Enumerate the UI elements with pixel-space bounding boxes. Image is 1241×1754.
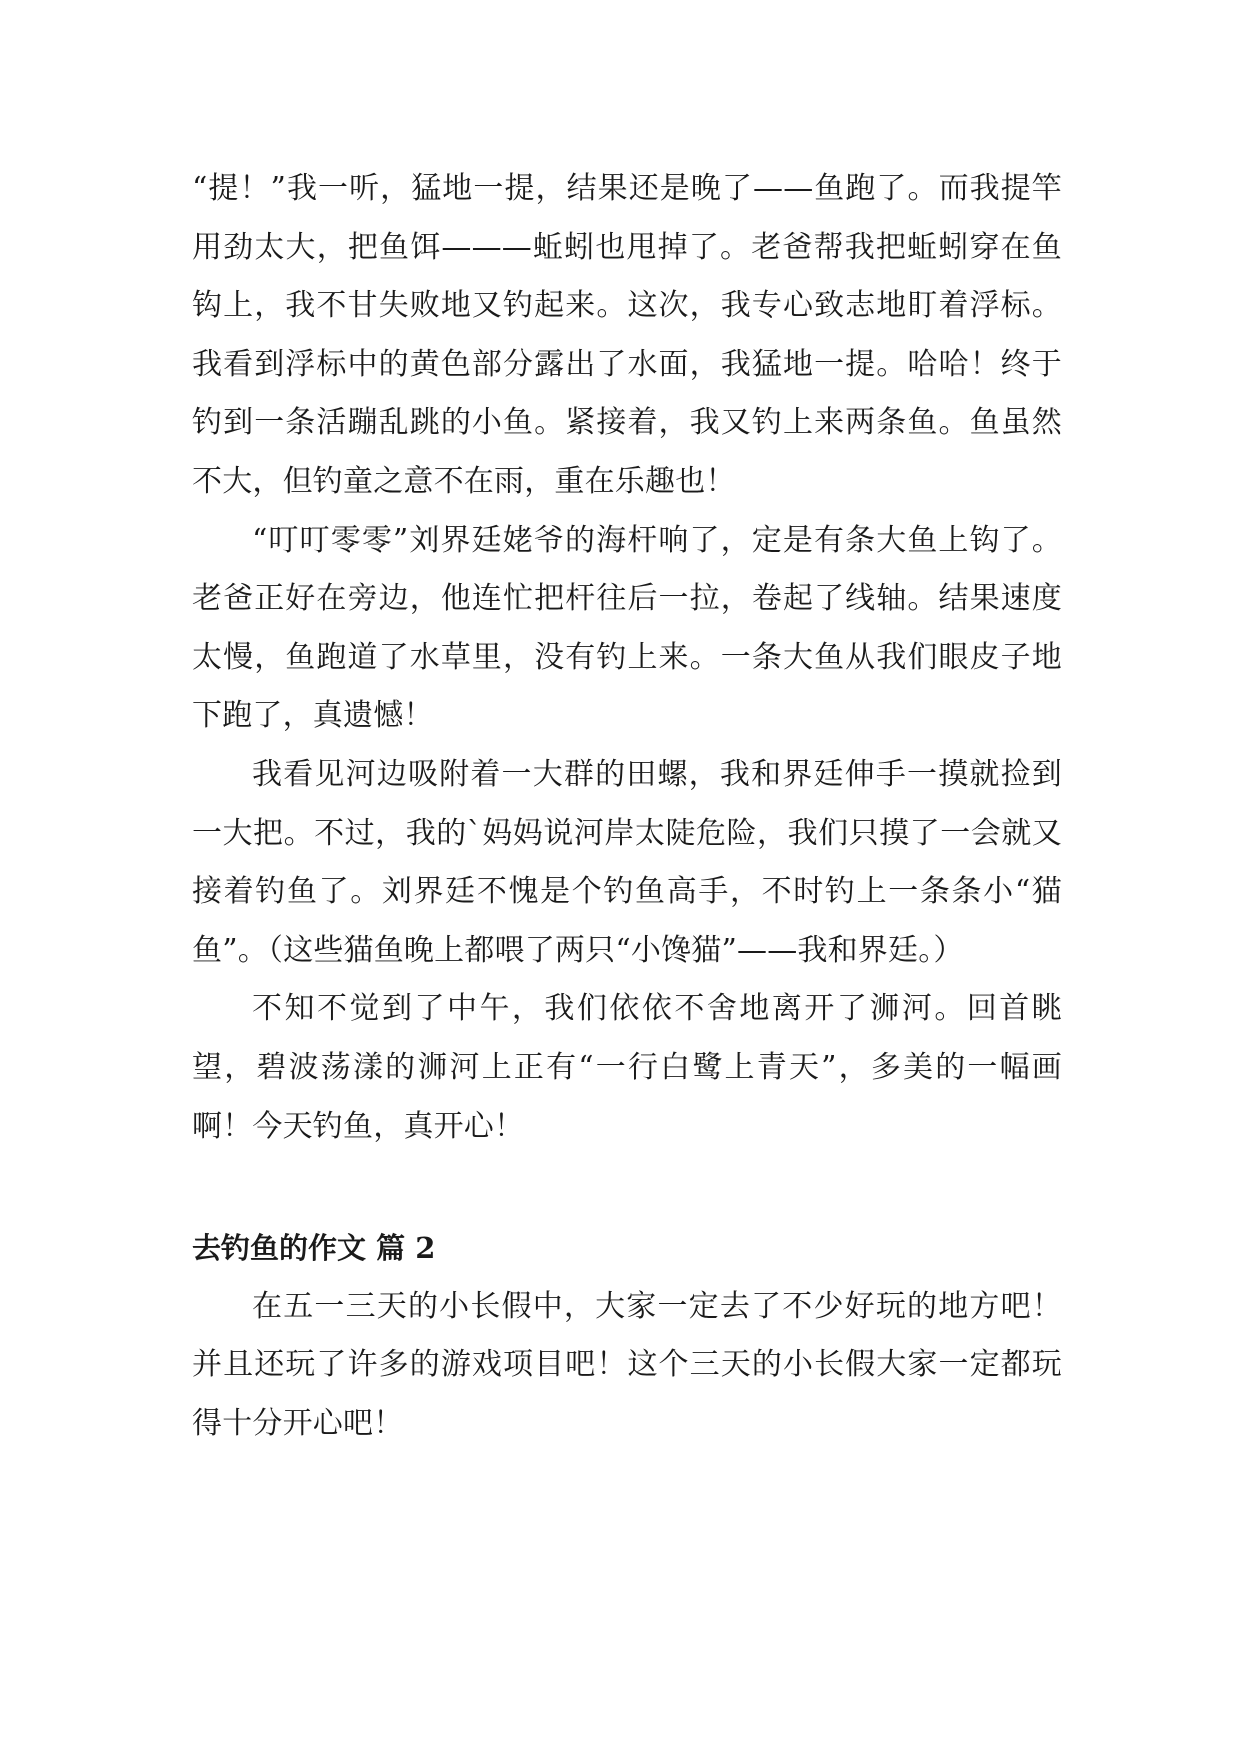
paragraph-may-day-holiday: 在五一三天的小长假中，大家一定去了不少好玩的地方吧！并且还玩了许多的游戏项目吧！这个三天的小长假大家一定都玩得十分开心吧！	[192, 1288, 1062, 1441]
paragraph-big-fish-escaped: “叮叮零零”刘界廷姥爷的海杆响了，定是有条大鱼上钩了。老爸正好在旁边，他连忙把杆往后一拉，卷起了线轴。结果速度太慢，鱼跑道了水草里，没有钓上来。一条大鱼从我们眼皮子地下跑了，真遗憾！	[192, 522, 1062, 734]
paragraph-leaving-river: 不知不觉到了中午，我们依依不舍地离开了浉河。回首眺望，碧波荡漾的浉河上正有“一行白鹭上青天”，多美的一幅画啊！今天钓鱼，真开心！	[192, 991, 1062, 1144]
paragraph-fishing-catch: “提！”我一听，猛地一提，结果还是晚了——鱼跑了。而我提竿用劲太大，把鱼饵———蚯蚓也甩掉了。老爸帮我把蚯蚓穿在鱼钩上，我不甘失败地又钓起来。这次，我专心致志地盯着浮标。我看到浮标中的黄色部分露出了水面，我猛地一提。哈哈！终于钓到一条活蹦乱跳的小鱼。紧接着，我又钓上来两条鱼。鱼虽然不大，但钓童之意不在雨，重在乐趣也！	[192, 171, 1062, 499]
section-heading: 去钓鱼的作文 篇 2	[192, 1231, 436, 1266]
document-page	[192, 160, 1062, 1453]
paragraph-river-snails: 我看见河边吸附着一大群的田螺，我和界廷伸手一摸就捡到一大把。不过，我的`妈妈说河岸太陡危险，我们只摸了一会就又接着钓鱼了。刘界廷不愧是个钓鱼高手，不时钓上一条条小“猫鱼”。（这些猫鱼晚上都喂了两只“小馋猫”——我和界廷。）	[192, 756, 1062, 968]
